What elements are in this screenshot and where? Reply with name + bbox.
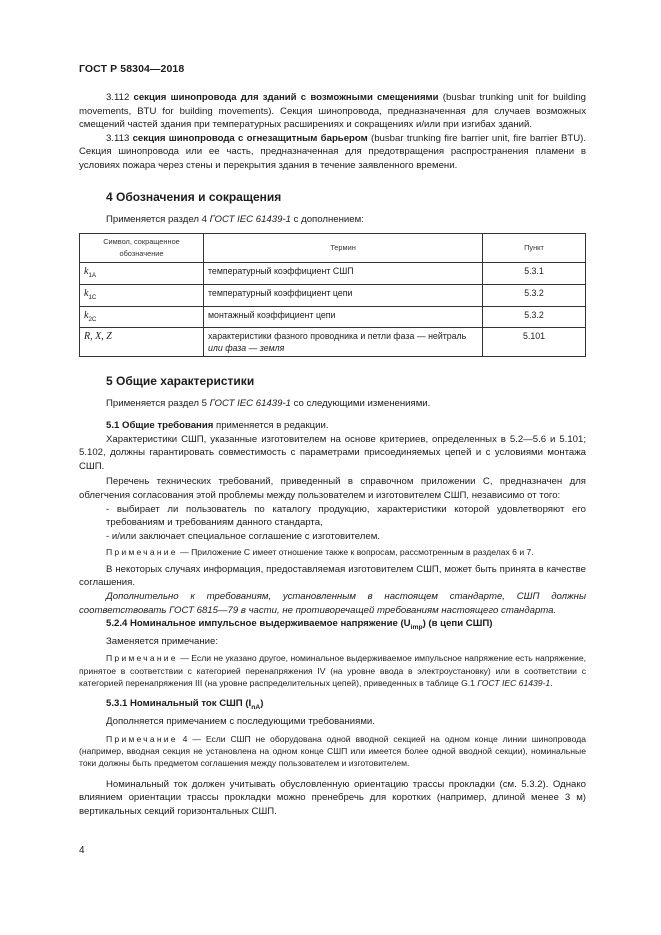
- term-cell: [204, 328, 483, 357]
- clause-number: 3.113: [106, 132, 133, 144]
- note-text: 4 — Если СШП не оборудована одной вводной секцией на одном конце линии шинопровода (например, вводная секция не установлена на одном конце СШП или имеется более одной вводной секции), номинальные токи должны быть предметом соглашения между пользователем и изготовителем.: [79, 733, 586, 769]
- clause-cell: 5.3.2: [483, 306, 586, 328]
- symbol: k: [84, 266, 89, 278]
- section-4-intro: [79, 213, 586, 227]
- subsection-5-1: [79, 419, 586, 433]
- clause-cell: 5.3.2: [483, 284, 586, 306]
- term-text: монтажный коэффициент цепи: [208, 309, 336, 320]
- title-text: 5.3.1 Номинальный ток СШП (I: [106, 698, 252, 710]
- standard-reference: ГОСТ IEC 61439-1: [209, 398, 291, 410]
- clause-number: 3.112: [106, 92, 134, 103]
- section-5-intro: [79, 397, 586, 411]
- table-row: [80, 284, 586, 306]
- paragraph: Перечень технических требований, приведенный в справочном приложении С, предназначен для облегчения согласования этой проблемы между пользователем и изготовителем СШП, независимо от того:: [79, 476, 586, 501]
- term-cell: [204, 263, 483, 285]
- note-end: .: [550, 678, 553, 689]
- note: [79, 652, 586, 689]
- symbol: k: [84, 287, 89, 299]
- intro-text: Применяется раздел 5: [106, 398, 210, 410]
- paragraph-italic: [79, 590, 586, 617]
- title-tail: ) (в цепи СШП): [422, 618, 493, 630]
- col-header-clause: Пункт: [483, 234, 586, 263]
- section-5-heading: 5 Общие характеристики: [106, 374, 255, 389]
- document-header: ГОСТ Р 58304—2018: [79, 63, 185, 75]
- note-label: Примечание: [106, 547, 178, 558]
- clause-cell: 5.101: [483, 328, 586, 357]
- note-label: Примечание: [106, 653, 178, 664]
- definition-3-113: [79, 132, 586, 173]
- standard-reference: ГОСТ IEC 61439-1: [209, 213, 291, 225]
- term-bold: секция шинопровода с огнезащитным барьером: [132, 132, 368, 144]
- page-number: 4: [79, 845, 85, 856]
- title-subscript: imp: [410, 624, 423, 632]
- term-text: температурный коэффициент цепи: [208, 287, 353, 298]
- symbol-subscript: 2C: [88, 315, 97, 323]
- italic-text: Дополнительно к требованиям, установленным в настоящем стандарте, СШП должны соответствовать ГОСТ 6815—79 в части, не противоречащей требованиям настоящего стандарта.: [79, 590, 586, 616]
- col-header-term: Термин: [204, 234, 483, 263]
- table-row: [80, 306, 586, 328]
- table-row: [80, 263, 586, 285]
- subsection-text: применяется в редакции.: [213, 420, 329, 431]
- subsection-5-2-4: [79, 617, 586, 635]
- term-bold: секция шинопровода для зданий с возможными смещениями: [133, 92, 439, 103]
- table-row: [80, 328, 586, 357]
- title-text: 5.2.4 Номинальное импульсное выдерживаемое напряжение (U: [106, 618, 411, 630]
- col-header-symbol: Символ, сокращенное обозначение: [80, 234, 204, 263]
- subsection-title: [106, 698, 264, 712]
- subsection-title: 5.1 Общие требования: [106, 420, 214, 431]
- symbol-subscript: 1A: [88, 271, 96, 279]
- definition-text: (busbar trunking fire barrier unit, fire barrier BTU). Секция шинопровода или ее часть, предназначенная для предотвращения распространения пламени в условиях пожара через стены и перекрытия здания в течение заявленного времени.: [79, 132, 586, 171]
- section-4-heading: 4 Обозначения и сокращения: [106, 189, 282, 204]
- page-content: [79, 90, 586, 819]
- term-text: характеристики фазного проводника и петли фаза — нейтраль: [208, 331, 467, 342]
- intro-text: с дополнением:: [290, 213, 364, 225]
- symbols-table: [79, 233, 586, 357]
- title-subscript: nA: [251, 704, 261, 712]
- list-item: - и/или заключает специальное соглашение с изготовителем.: [106, 530, 381, 542]
- note: [79, 546, 586, 558]
- term-cell: [204, 306, 483, 328]
- paragraph: Характеристики СШП, указанные изготовителем на основе критериев, определенных в 5.2—5.6 и 5.101; 5.102, должны гарантировать совместимость с параметрами присоединяемых цепей и с условиями монтажа СШП.: [79, 433, 586, 472]
- standard-reference: ГОСТ IEC 61439-1: [477, 678, 551, 689]
- paragraph: В некоторых случаях информация, предоставляемая изготовителем СШП, может быть принята в качестве соглашения.: [79, 563, 586, 589]
- paragraph: Дополняется примечанием с последующими требованиями.: [106, 715, 375, 727]
- list-item: - выбирает ли пользователь по каталогу продукцию, характеристики которой удовлетворяют его требованиям и требованиям данного стандарта,: [106, 503, 586, 529]
- symbol: R, X, Z: [84, 331, 112, 343]
- term-italic: или фаза — земля: [208, 343, 285, 354]
- symbol-subscript: 1C: [88, 293, 97, 301]
- symbol-cell: [80, 263, 204, 285]
- intro-text: со следующими изменениями.: [290, 398, 431, 410]
- paragraph: Заменяется примечание:: [106, 635, 219, 647]
- clause-cell: 5.3.1: [483, 263, 586, 285]
- subsection-title: [106, 618, 493, 632]
- table-header-row: [80, 234, 586, 263]
- note-text: — Приложение С имеет отношение также к вопросам, рассмотренным в разделах 6 и 7.: [177, 547, 534, 558]
- subsection-5-3-1: [79, 697, 586, 715]
- note-text: — Если не указано другое, номинальное выдерживаемое импульсное напряжение есть напряжение, принятое в соответствии с категорией перенапряжения IV (на уровне ввода в электроустановку) или в соответствии с категорией перенапряжения III (на уровне распределительных цепей), приведенных в таблице G.1: [79, 653, 586, 689]
- definition-text: (busbar trunking unit for building movements, BTU for building movements). Секция шинопровода, предназначенная для случаев возможных смещений частей здания при температурных расширениях и сокращениях и/или при изгибах зданий.: [79, 92, 586, 131]
- title-tail: ): [260, 698, 264, 710]
- paragraph: Номинальный ток должен учитывать обусловленную ориентацию трассы прокладки (см. 5.3.2). Однако влиянием ориентации трассы прокладки можно пренебречь для коротких (например, длиной менее 3 м) вертикальных секций горизонтальных СШП.: [79, 778, 586, 817]
- symbol-cell: [80, 284, 204, 306]
- term-cell: [204, 284, 483, 306]
- note: [79, 733, 586, 770]
- symbol-cell: [80, 328, 204, 357]
- symbol: k: [84, 309, 89, 321]
- note-label: Примечание: [106, 733, 178, 744]
- term-text: температурный коэффициент СШП: [208, 266, 354, 277]
- symbol-cell: [80, 306, 204, 328]
- definition-3-112: [79, 91, 586, 132]
- intro-text: Применяется раздел 4: [106, 213, 210, 225]
